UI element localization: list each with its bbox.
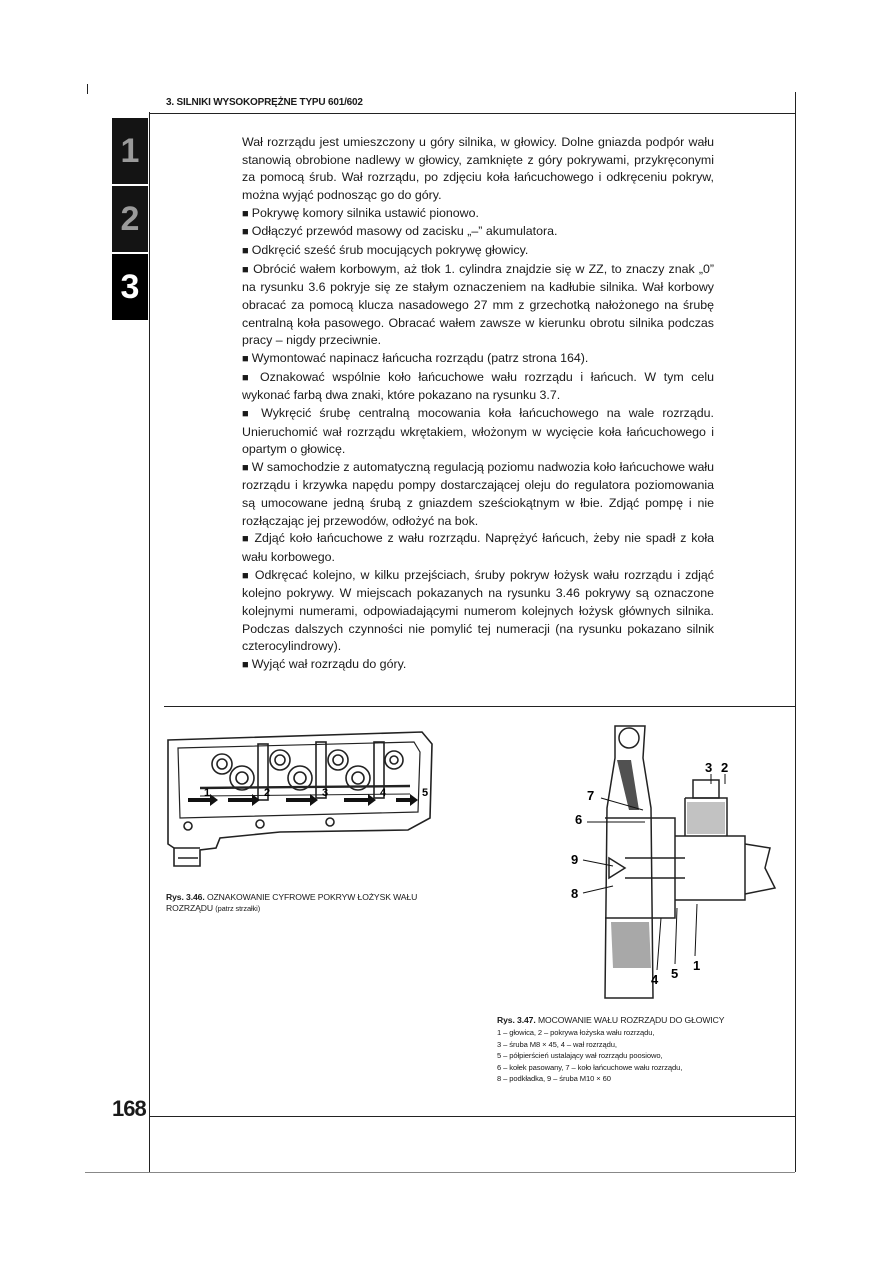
figure-347-legend-row: 1 – głowica, 2 – pokrywa łożyska wału rozrządu,	[497, 1028, 655, 1037]
figure-347-title: MOCOWANIE WAŁU ROZRZĄDU DO GŁOWICY	[537, 1015, 725, 1025]
figure-separator-rule	[164, 706, 795, 707]
fig346-number-2: 2	[264, 787, 271, 799]
step-paragraph: ■ Pokrywę komory silnika ustawić pionowo.	[242, 205, 714, 224]
fig347-callout-7: 7	[587, 788, 595, 803]
running-head: 3. SILNIKI WYSOKOPRĘŻNE TYPU 601/602	[166, 97, 363, 108]
header-rule	[149, 113, 795, 114]
fig347-callout-8: 8	[571, 886, 579, 901]
paragraph-intro: Wał rozrządu jest umieszczony u góry silnika, w głowicy. Dolne gniazda podpór wału stanowią obrobione nadlewy w głowicy, zamknięte z góry pokrywami, przykręconymi za pomocą śrub. Wał rozrządu, po zdjęciu koła łańcuchowego i odkręceniu pokryw, można wyjąć podnosząc go do góry.	[242, 135, 714, 202]
footer-rule	[149, 1116, 795, 1117]
figure-347-legend-row: 3 – śruba M8 × 45, 4 – wał rozrządu,	[497, 1039, 617, 1049]
fig346-number-4: 4	[380, 787, 387, 799]
figure-347-heading	[497, 1014, 797, 1027]
figure-346-cylinder-head-diagram	[160, 726, 450, 886]
figure-347-legend-row: 6 – kołek pasowany, 7 – koło łańcuchowe wału rozrządu,	[497, 1062, 683, 1072]
step-paragraph: ■ Obrócić wałem korbowym, aż tłok 1. cylindra znajdzie się w ZZ, to znaczy znak „0” na rysunku 3.6 pokryje się ze stałym oznaczeniem na kadłubie silnika. Wał korbowy obracać za pomocą klucza nasadowego 27 mm z grzechotką nałożonego na śrubę centralną koła pasowego. Obracać wałem zawsze w kierunku obrotu silnika podczas pracy – nigdy przeciwnie.	[242, 261, 714, 350]
chapter-tab-1: 1	[112, 118, 148, 184]
step-paragraph: ■ Odkręcać kolejno, w kilku przejściach, śruby pokryw łożysk wału rozrządu i zdjąć kolejno pokrywy. W miejscach pokazanych na rysunku 3.46 pokrywy są oznaczone kolejnymi numerami, odpowiadającymi numerom kolejnych łożysk głównych silnika. Podczas dalszych czynności nie pomylić tej numeracji (na rysunku pokazano silnik czterocylindrowy).	[242, 567, 714, 656]
figure-347-camshaft-section-diagram	[565, 718, 780, 1008]
fig347-callout-4: 4	[651, 972, 659, 987]
figure-346-label: Rys. 3.46.	[166, 892, 205, 902]
figure-346-note: (patrz strzałki)	[215, 904, 261, 913]
step-paragraph: ■ Wykręcić śrubę centralną mocowania koła łańcuchowego na wale rozrządu. Unieruchomić wał rozrządu wkrętakiem, włożonym w wycięcie koła łańcuchowego i opartym o głowicę.	[242, 405, 714, 459]
chapter-tab-3: 3	[112, 254, 148, 320]
step-paragraph: ■ Wymontować napinacz łańcucha rozrządu (patrz strona 164).	[242, 350, 714, 369]
fig346-number-3: 3	[322, 787, 329, 799]
page-corner-mark	[87, 84, 88, 94]
fig347-callout-9: 9	[571, 852, 579, 867]
step-paragraph: ■ W samochodzie z automatyczną regulacją poziomu nadwozia koło łańcuchowe wału rozrządu i krzywka napędu pompy dostarczającej oleju do regulatora poziomowania są umocowane jedną śrubą z gniazdem sześciokątnym w łbie. Zdjąć pompę i nie rozłączając jej przewodów, odłożyć na bok.	[242, 459, 714, 531]
fig347-callout-1: 1	[693, 958, 701, 973]
right-margin-line	[795, 92, 796, 1172]
step-paragraph: ■ Odłączyć przewód masowy od zacisku „–” akumulatora.	[242, 223, 714, 242]
fig346-number-1: 1	[204, 787, 211, 799]
figure-347-label: Rys. 3.47.	[497, 1015, 536, 1025]
figure-346-title: OZNAKOWANIE CYFROWE POKRYW ŁOŻYSK WAŁU ROZRZĄDU	[166, 892, 418, 913]
chapter-tab-2: 2	[112, 186, 148, 252]
body-text	[242, 134, 714, 675]
step-paragraph: ■ Odkręcić sześć śrub mocujących pokrywę głowicy.	[242, 242, 714, 261]
fig346-number-5: 5	[422, 787, 429, 799]
figure-347-legend-row: 8 – podkładka, 9 – śruba M10 × 60	[497, 1074, 611, 1083]
step-paragraph: ■ Zdjąć koło łańcuchowe z wału rozrządu. Naprężyć łańcuch, żeby nie spadł z koła wału korbowego.	[242, 530, 714, 566]
figure-346-caption	[166, 892, 456, 914]
step-paragraph: ■ Oznakować wspólnie koło łańcuchowe wału rozrządu i łańcuch. W tym celu wykonać farbą dwa znaki, które pokazano na rysunku 3.7.	[242, 369, 714, 405]
fig347-callout-2: 2	[721, 760, 729, 775]
bottom-edge-rule	[85, 1172, 795, 1173]
figure-347-legend-row: 5 – półpierścień ustalający wał rozrządu poosiowo,	[497, 1051, 663, 1060]
fig347-callout-5: 5	[671, 966, 679, 981]
fig347-callout-3: 3	[705, 760, 713, 775]
figure-347-caption	[497, 1014, 797, 1085]
page-number: 168	[112, 1096, 146, 1121]
step-paragraph: ■ Wyjąć wał rozrządu do góry.	[242, 656, 714, 675]
left-margin-line	[149, 112, 150, 1172]
fig347-callout-6: 6	[575, 812, 583, 827]
